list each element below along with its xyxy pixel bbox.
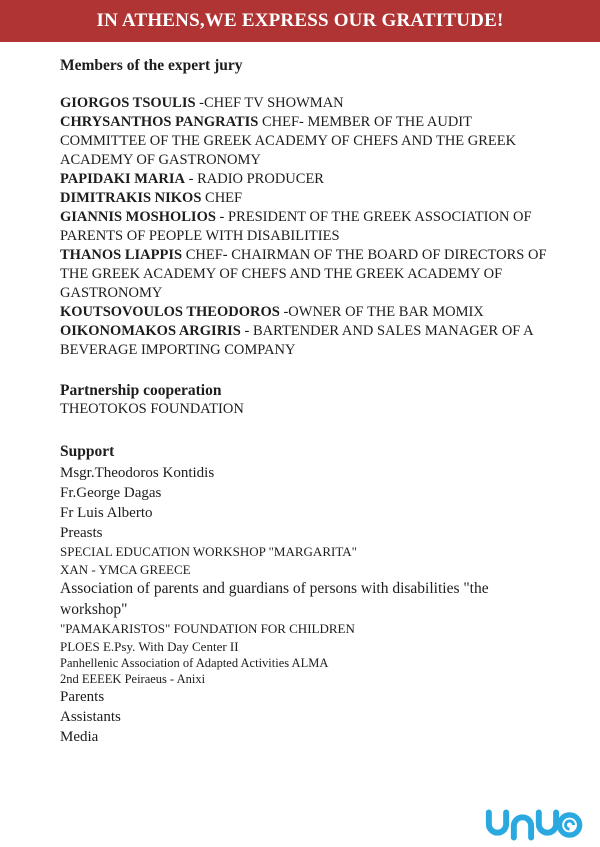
logo-letter-n xyxy=(514,817,531,837)
support-item: PLOES E.Psy. With Day Center II xyxy=(60,638,239,654)
support-item: Panhellenic Association of Adapted Activities ALMA xyxy=(60,656,329,670)
support-item: Fr Luis Alberto xyxy=(60,505,153,521)
jury-member-role: - PRESIDENT OF THE GREEK ASSOCIATION OF PARENTS OF PEOPLE WITH DISABILITIES xyxy=(60,209,532,244)
jury-member xyxy=(60,170,550,189)
jury-member xyxy=(60,246,550,303)
support-item: Association of parents and guardians of persons with disabilities "the workshop" xyxy=(60,580,489,618)
jury-member-name: PAPIDAKI MARIA xyxy=(60,171,185,187)
spiral-o-icon xyxy=(559,815,579,835)
support-item: "PAMAKARISTOS" FOUNDATION FOR CHILDREN xyxy=(60,621,355,636)
jury-member xyxy=(60,322,550,360)
jury-member-role: -CHEF TV SHOWMAN xyxy=(195,95,344,111)
support-item: Fr.George Dagas xyxy=(60,485,162,501)
jury-member-name: THANOS LIAPPIS xyxy=(60,247,183,263)
jury-member xyxy=(60,208,550,246)
partnership-section xyxy=(60,381,550,419)
logo-letter-u1 xyxy=(489,813,506,833)
jury-member-name: KOUTSOVOULOS THEODOROS xyxy=(60,304,280,320)
jury-list xyxy=(60,94,550,360)
jury-member-name: GIORGOS TSOULIS xyxy=(60,95,196,111)
jury-member-role: - RADIO PRODUCER xyxy=(185,171,324,187)
support-item: SPECIAL EDUCATION WORKSHOP "MARGARITA" xyxy=(60,544,357,559)
jury-member-role: - BARTENDER AND SALES MANAGER OF A BEVERAGE IMPORTING COMPANY xyxy=(60,323,533,358)
jury-member xyxy=(60,303,550,322)
jury-member-role: CHEF- CHAIRMAN OF THE BOARD OF DIRECTORS OF THE GREEK ACADEMY OF CHEFS AND THE GREEK ACADEMY OF GASTRONOMY xyxy=(60,247,547,301)
support-item: Msgr.Theodoros Kontidis xyxy=(60,465,215,481)
unuo-logo-mark xyxy=(485,808,583,842)
support-item: Assistants xyxy=(60,709,121,725)
jury-heading: Members of the expert jury xyxy=(60,57,243,74)
jury-member-name: GIANNIS MOSHOLIOS xyxy=(60,209,216,225)
support-item: Parents xyxy=(60,689,105,705)
support-item: XAN - YMCA GREECE xyxy=(60,561,191,577)
support-item: 2nd EEEEK Peiraeus - Anixi xyxy=(60,672,206,686)
jury-member xyxy=(60,113,550,170)
jury-member-name: OIKONOMAKOS ARGIRIS xyxy=(60,323,241,339)
unuo-logo xyxy=(485,808,583,842)
jury-section xyxy=(60,56,550,360)
support-item: Preasts xyxy=(60,525,103,541)
support-section xyxy=(60,442,550,747)
page-title: IN ATHENS,WE EXPRESS OUR GRATITUDE! xyxy=(96,10,504,31)
partnership-heading: Partnership cooperation xyxy=(60,382,222,399)
jury-member-name: DIMITRAKIS NIKOS xyxy=(60,190,202,206)
jury-member-role: CHEF xyxy=(201,190,243,206)
support-heading: Support xyxy=(60,443,115,460)
page-content xyxy=(0,42,600,747)
jury-member-role: -OWNER OF THE BAR MOMIX xyxy=(279,304,484,320)
jury-member xyxy=(60,94,550,113)
title-banner xyxy=(0,0,600,42)
partnership-org: THEOTOKOS FOUNDATION xyxy=(60,401,244,417)
jury-member-name: CHRYSANTHOS PANGRATIS xyxy=(60,114,259,130)
support-item: Media xyxy=(60,729,99,745)
support-list xyxy=(60,463,550,747)
jury-member-role: CHEF- MEMBER OF THE AUDIT COMMITTEE OF THE GREEK ACADEMY OF CHEFS AND THE GREEK ACADEMY OF GASTRONOMY xyxy=(60,114,517,168)
jury-member xyxy=(60,189,550,208)
logo-letter-u2 xyxy=(539,813,556,833)
